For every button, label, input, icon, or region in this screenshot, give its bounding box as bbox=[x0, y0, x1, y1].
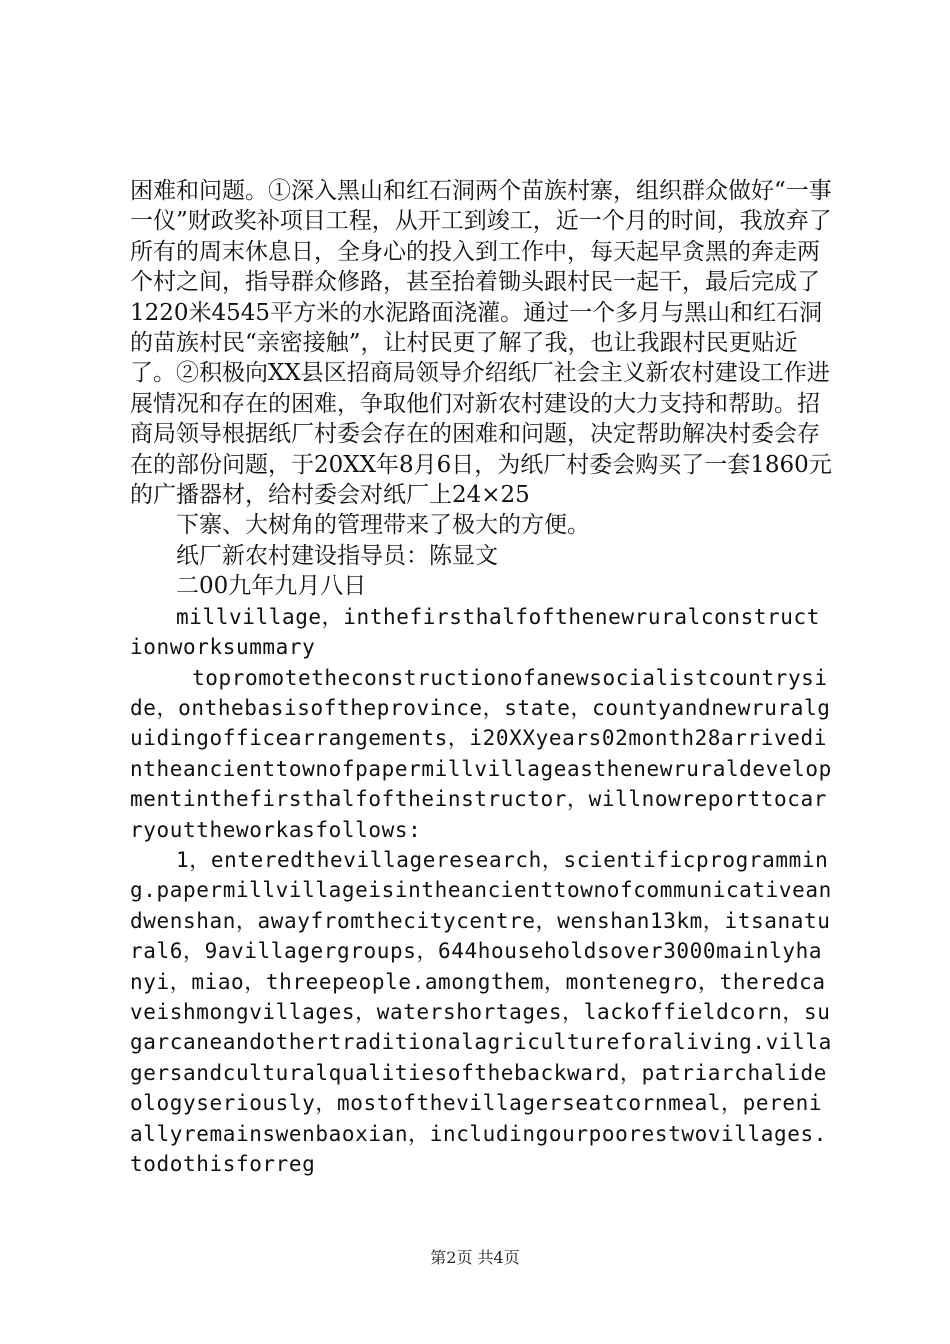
document-body bbox=[130, 176, 832, 1179]
date-line: 二00九年九月八日 bbox=[176, 573, 367, 600]
page-number-footer: 第2页 共4页 bbox=[430, 1248, 520, 1267]
body-paragraph: 下寨、大树角的管理带来了极大的方便。 bbox=[176, 512, 590, 539]
english-title-paragraph: millvillage，inthefirsthalfofthenewruralconstructionworksummary bbox=[130, 604, 821, 660]
signature-line: 纸厂新农村建设指导员：陈显文 bbox=[176, 542, 498, 569]
english-paragraph: topromotetheconstructionofanewsocialistcountryside，onthebasisoftheprovince，state，countyandnewruralguidingofficearrangements，i20XXyears02month28arrivedintheancienttownofpapermillvillageasthenewruraldevelopmentinthefirsthalfoftheinstructor，willnowreporttocarryouttheworkasfollows: bbox=[130, 665, 832, 842]
body-paragraph: 困难和问题。①深入黑山和红石洞两个苗族村寨，组织群众做好“一事一仪”财政奖补项目工程，从开工到竣工，近一个月的时间，我放弃了所有的周末休息日，全身心的投入到工作中，每天起早贪黑的奔走两个村之间，指导群众修路，甚至抬着锄头跟村民一起干，最后完成了1220米4545平方米的水泥路面浇灌。通过一个多月与黑山和红石洞的苗族村民“亲密接触”，让村民更了解了我，也让我跟村民更贴近了。②积极向XX县区招商局领导介绍纸厂社会主义新农村建设工作进展情况和存在的困难，争取他们对新农村建设的大力支持和帮助。招商局领导根据纸厂村委会存在的困难和问题，决定帮助解决村委会存在的部份问题，于20XX年8月6日，为纸厂村委会购买了一套1860元的广播器材，给村委会对纸厂上24×25 bbox=[130, 178, 832, 509]
english-paragraph: 1，enteredthevillageresearch，scientificprogramming.papermillvillageisintheancienttownofcommunicativeandwenshan，awayfromthecitycentre，wenshan13km，itsanatural6，9avillagergroups，644householdsover3000mainlyhanyi，miao，threepeople.amongthem，montenegro，theredcaveishmongvillages，watershortages，lackoffieldcorn，sugarcaneandothertraditionalagricultureforaliving.villagersandculturalqualitiesofthebackward，patriarchalideologyseriously，mostofthevillagerseatcornmeal，pereniallyremainswenbaoxian，includingourpoorestwovillages.todothisforreg bbox=[130, 847, 832, 1176]
